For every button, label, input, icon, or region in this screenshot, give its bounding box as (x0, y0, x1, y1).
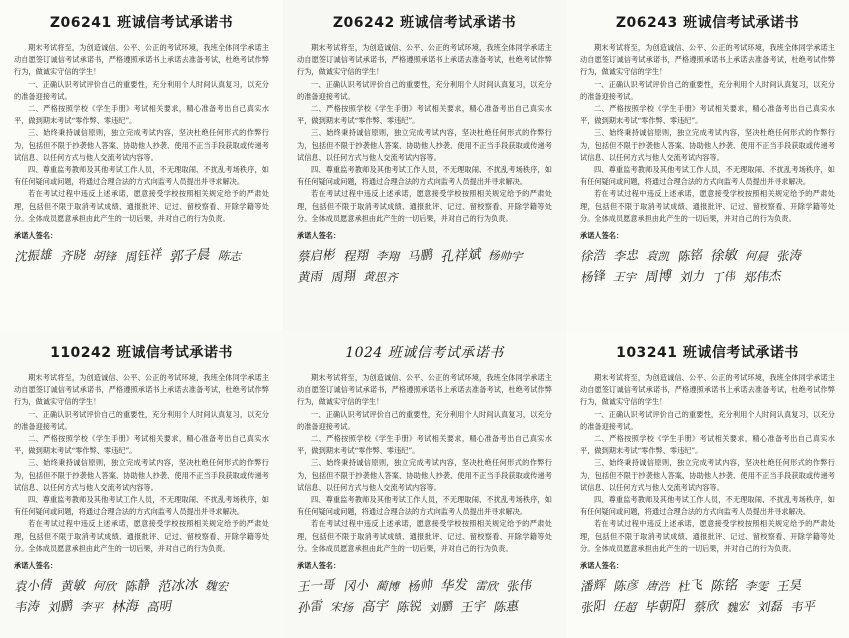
handwritten-signature: 李平 (79, 599, 104, 615)
pledge-paragraph: 若在考试过程中违反上述承诺，愿意接受学校按照相关规定给予的严肃处理，包括但不限于取消考试成绩、通报批评、记过、留校察看、开除学籍等处分。全体成员愿意承担由此产生的一切后果，并对自己的行为负责。 (297, 519, 552, 553)
pledge-paragraph: 四、尊重监考教师及其他考试工作人员，不无理取闹、不扰乱考场秩序，如有任何疑问或问题，将通过合理合法的方式向监考人员提出并寻求解决。 (14, 495, 269, 517)
handwritten-signature: 蔺博 (375, 578, 399, 594)
handwritten-signature: 任超 (612, 599, 637, 615)
handwritten-signature: 高明 (145, 598, 172, 615)
pledge-paragraph: 四、尊重监考教师及其他考试工作人员，不无理取闹、不扰乱考场秩序，如有任何疑问或问题，将通过合理合法的方式向监考人员提出并寻求解决。 (580, 495, 835, 517)
pledge-paragraph: 期末考试将至，为创造诚信、公平、公正的考试环境，我班全体同学承诺主动自愿签订诚信考试承诺书，严格遵照承诺书上承诺去准备考试，杜绝考试作弊行为，做诚实守信的学生！ (297, 373, 552, 407)
handwritten-signature: 杜飞 (676, 576, 703, 595)
handwritten-signature: 马鹏 (405, 246, 433, 265)
handwritten-signature: 张伟 (505, 577, 532, 594)
pledge-paragraph: 一、正确认识考试评价自己的重要性，充分利用个人时间认真复习，以充分的准备迎接考试。 (580, 79, 835, 101)
pledge-paragraph: 三、始终秉持诚信原则，独立完成考试内容，坚决杜绝任何形式的作弊行为，包括但不限于抄袭他人答案、协助他人抄袭、使用不正当手段获取或传递考试信息、以任何方式与他人交流考试内容等。 (297, 458, 552, 492)
handwritten-signature: 孔祥斌 (439, 246, 481, 266)
pledge-paragraph: 若在考试过程中违反上述承诺，愿意接受学校按照相关规定给予的严肃处理，包括但不限于取消考试成绩、通报批评、记过、留校察看、开除学籍等处分。全体成员愿意承担由此产生的一切后果，并对自己的行为负责。 (14, 189, 269, 223)
signature-area (580, 575, 835, 617)
handwritten-signature: 齐晓 (58, 247, 85, 264)
handwritten-signature: 黄敏 (58, 577, 85, 594)
handwritten-signature: 陈志 (217, 248, 241, 264)
handwritten-signature: 陈铭 (709, 577, 738, 595)
handwritten-signature: 郭子晨 (168, 246, 211, 266)
handwritten-signature: 刘鹏 (46, 597, 73, 616)
handwritten-signature: 范冰冰 (156, 576, 198, 596)
handwritten-signature: 张阳 (579, 597, 606, 616)
document-title: Z06242 班诚信考试承诺书 (332, 15, 517, 31)
pledge-paragraph: 一、正确认识考试评价自己的重要性，充分利用个人时间认真复习，以充分的准备迎接考试。 (14, 79, 269, 101)
handwritten-signature: 陈静 (122, 576, 150, 595)
handwritten-signature: 黄思齐 (362, 269, 398, 285)
handwritten-signature: 张涛 (775, 247, 802, 264)
handwritten-signature: 何晨 (744, 248, 769, 264)
handwritten-signature: 潘辉 (579, 577, 606, 594)
document-title: Z06243 班诚信考试承诺书 (615, 15, 800, 31)
pledge-paragraph: 三、始终秉持诚信原则，独立完成考试内容，坚决杜绝任何形式的作弊行为，包括但不限于抄袭他人答案、协助他人抄袭、使用不正当手段获取或传递考试信息、以任何方式与他人交流考试内容等。 (580, 458, 835, 492)
pledge-text (297, 372, 552, 555)
sign-label: 承诺人签名： (297, 231, 341, 241)
handwritten-signature: 袁小倩 (13, 576, 52, 595)
handwritten-signature: 周翔 (329, 267, 356, 286)
handwritten-signature: 陈彦 (612, 577, 639, 594)
signature-area (297, 575, 552, 617)
sign-label: 承诺人签名： (14, 231, 58, 241)
handwritten-signature: 刘力 (678, 268, 705, 285)
handwritten-signature: 黄雨 (296, 268, 323, 285)
pledge-paragraph: 二、严格按照学校《学生手册》考试相关要求，精心准备考出自己真实水平，做到期末考试“零作弊、零违纪”。 (580, 434, 835, 456)
document-title: 103241 班诚信考试承诺书 (616, 345, 799, 361)
handwritten-signature: 何欣 (92, 578, 116, 594)
handwritten-signature: 雷欣 (474, 578, 498, 594)
handwritten-signature: 刘鹏 (428, 598, 453, 616)
pledge-document (283, 0, 566, 330)
pledge-document (566, 330, 849, 638)
handwritten-signature: 蔡欣 (691, 598, 718, 615)
pledge-paragraph: 期末考试将至，为创造诚信、公平、公正的考试环境，我班全体同学承诺主动自愿签订诚信考试承诺书，严格遵照承诺书上承诺去准备考试，杜绝考试作弊行为，做诚实守信的学生！ (14, 373, 269, 407)
pledge-paragraph: 二、严格按照学校《学生手册》考试相关要求，精心准备考出自己真实水平，做到期末考试“零作弊、零违纪”。 (297, 434, 552, 456)
pledge-paragraph: 二、严格按照学校《学生手册》考试相关要求，精心准备考出自己真实水平，做到期末考试“零作弊、零违纪”。 (14, 434, 269, 456)
signature-area (580, 245, 835, 287)
pledge-document (283, 330, 566, 638)
pledge-text (580, 372, 835, 555)
pledge-paragraph: 四、尊重监考教师及其他考试工作人员，不无理取闹、不扰乱考场秩序，如有任何疑问或问题，将通过合理合法的方式向监考人员提出并寻求解决。 (297, 165, 552, 187)
handwritten-signature: 李忠 (612, 247, 639, 264)
handwritten-signature: 李雯 (744, 578, 769, 594)
document-title: Z06241 班诚信考试承诺书 (49, 15, 234, 31)
sign-label: 承诺人签名： (14, 561, 58, 571)
handwritten-signature: 高宇 (360, 598, 389, 616)
pledge-paragraph: 四、尊重监考教师及其他考试工作人员，不无理取闹、不扰乱考场秩序，如有任何疑问或问题，将通过合理合法的方式向监考人员提出并寻求解决。 (297, 495, 552, 517)
handwritten-signature: 杨帅 (405, 576, 433, 595)
pledge-text (580, 42, 835, 225)
pledge-paragraph: 一、正确认识考试评价自己的重要性，充分利用个人时间认真复习，以充分的准备迎接考试。 (297, 79, 552, 101)
handwritten-signature: 杨帅宇 (487, 248, 523, 264)
pledge-paragraph: 二、严格按照学校《学生手册》考试相关要求，精心准备考出自己真实水平，做到期末考试“零作弊、零违纪”。 (14, 104, 269, 126)
handwritten-signature: 徐浩 (579, 247, 606, 264)
signature-area (14, 245, 269, 266)
handwritten-signature: 韦平 (789, 598, 816, 615)
handwritten-signature: 韦涛 (13, 598, 40, 615)
handwritten-signature: 王宇 (612, 269, 637, 285)
pledge-paragraph: 期末考试将至，为创造诚信、公平、公正的考试环境，我班全体同学承诺主动自愿签订诚信考试承诺书，严格遵照承诺书上承诺去准备考试，杜绝考试作弊行为，做诚实守信的学生！ (580, 43, 835, 77)
pledge-paragraph: 四、尊重监考教师及其他考试工作人员，不无理取闹、不扰乱考场秩序，如有任何疑问或问题，将通过合理合法的方式向监考人员提出并寻求解决。 (14, 165, 269, 187)
handwritten-signature: 华发 (439, 577, 468, 595)
handwritten-signature: 毕朝阳 (643, 597, 686, 617)
pledge-text (14, 42, 269, 225)
handwritten-signature: 周博 (643, 268, 672, 286)
pledge-document (0, 330, 283, 638)
handwritten-signature: 程翔 (341, 247, 368, 264)
sign-label: 承诺人签名： (297, 561, 341, 571)
pledge-text (14, 372, 269, 555)
pledge-paragraph: 若在考试过程中违反上述承诺，愿意接受学校按照相关规定给予的严肃处理，包括但不限于取消考试成绩、通报批评、记过、留校察看、开除学籍等处分。全体成员愿意承担由此产生的一切后果，并对自己的行为负责。 (580, 189, 835, 223)
handwritten-signature: 冈小 (341, 577, 368, 594)
pledge-paragraph: 期末考试将至，为创造诚信、公平、公正的考试环境，我班全体同学承诺主动自愿签订诚信考试承诺书，严格遵照承诺书上承诺去准备考试，杜绝考试作弊行为，做诚实守信的学生！ (14, 43, 269, 77)
handwritten-signature: 王一哥 (296, 576, 335, 595)
handwritten-signature: 沈振雄 (13, 246, 52, 265)
handwritten-signature: 林海 (110, 598, 139, 616)
pledge-paragraph: 一、正确认识考试评价自己的重要性，充分利用个人时间认真复习，以充分的准备迎接考试。 (297, 409, 552, 431)
pledge-paragraph: 三、始终秉持诚信原则，独立完成考试内容，坚决杜绝任何形式的作弊行为，包括但不限于抄袭他人答案、协助他人抄袭、使用不正当手段获取或传递考试信息、以任何方式与他人交流考试内容等。 (14, 128, 269, 162)
handwritten-signature: 李翔 (375, 248, 399, 264)
handwritten-signature: 徐敏 (709, 247, 738, 265)
handwritten-signature: 魏宏 (724, 598, 750, 616)
handwritten-signature: 周钰祥 (122, 245, 162, 266)
pledge-paragraph: 四、尊重监考教师及其他考试工作人员，不无理取闹、不扰乱考场秩序，如有任何疑问或问题，将通过合理合法的方式向监考人员提出并寻求解决。 (580, 165, 835, 187)
pledge-paragraph: 一、正确认识考试评价自己的重要性，充分利用个人时间认真复习，以充分的准备迎接考试。 (580, 409, 835, 431)
pledge-paragraph: 若在考试过程中违反上述承诺，愿意接受学校按照相关规定给予的严肃处理，包括但不限于取消考试成绩、通报批评、记过、留校察看、开除学籍等处分。全体成员愿意承担由此产生的一切后果，并对自己的行为负责。 (580, 519, 835, 553)
handwritten-signature: 杨锋 (579, 267, 606, 286)
handwritten-signature: 孙雷 (296, 597, 323, 616)
pledge-paragraph: 期末考试将至，为创造诚信、公平、公正的考试环境，我班全体同学承诺主动自愿签订诚信考试承诺书，严格遵照承诺书上承诺去准备考试，杜绝考试作弊行为，做诚实守信的学生！ (297, 43, 552, 77)
pledge-paragraph: 期末考试将至，为创造诚信、公平、公正的考试环境，我班全体同学承诺主动自愿签订诚信考试承诺书，严格遵照承诺书上承诺去准备考试，杜绝考试作弊行为，做诚实守信的学生！ (580, 373, 835, 407)
handwritten-signature: 袁凯 (645, 248, 670, 264)
pledge-document (566, 0, 849, 330)
handwritten-signature: 刘磊 (756, 598, 783, 615)
pledge-paragraph: 若在考试过程中违反上述承诺，愿意接受学校按照相关规定给予的严肃处理，包括但不限于取消考试成绩、通报批评、记过、留校察看、开除学籍等处分。全体成员愿意承担由此产生的一切后果，并对自己的行为负责。 (14, 519, 269, 553)
handwritten-signature: 魏宏 (204, 578, 229, 594)
document-title: 1024 班诚信考试承诺书 (345, 345, 504, 361)
pledge-document (0, 0, 283, 330)
signature-area (297, 245, 552, 287)
handwritten-signature: 宋扬 (329, 599, 354, 615)
document-title: 110242 班诚信考试承诺书 (50, 345, 233, 361)
handwritten-signature: 陈铭 (676, 246, 703, 265)
handwritten-signature: 陈锐 (395, 598, 422, 615)
handwritten-signature: 蔡启彬 (296, 246, 335, 265)
handwritten-signature: 胡锋 (92, 248, 116, 264)
pledge-paragraph: 三、始终秉持诚信原则，独立完成考试内容，坚决杜绝任何形式的作弊行为，包括但不限于抄袭他人答案、协助他人抄袭、使用不正当手段获取或传递考试信息、以任何方式与他人交流考试内容等。 (297, 128, 552, 162)
pledge-paragraph: 一、正确认识考试评价自己的重要性，充分利用个人时间认真复习，以充分的准备迎接考试。 (14, 409, 269, 431)
sign-label: 承诺人签名： (580, 231, 624, 241)
signature-area (14, 575, 269, 617)
handwritten-signature: 王昊 (775, 577, 802, 594)
handwritten-signature: 丁伟 (711, 268, 736, 286)
pledge-paragraph: 二、严格按照学校《学生手册》考试相关要求，精心准备考出自己真实水平，做到期末考试“零作弊、零违纪”。 (580, 104, 835, 126)
pledge-paragraph: 若在考试过程中违反上述承诺，愿意接受学校按照相关规定给予的严肃处理，包括但不限于取消考试成绩、通报批评、记过、留校察看、开除学籍等处分。全体成员愿意承担由此产生的一切后果，并对自己的行为负责。 (297, 189, 552, 223)
handwritten-signature: 郑伟杰 (742, 267, 781, 286)
pledge-paragraph: 三、始终秉持诚信原则，独立完成考试内容，坚决杜绝任何形式的作弊行为，包括但不限于抄袭他人答案、协助他人抄袭、使用不正当手段获取或传递考试信息、以任何方式与他人交流考试内容等。 (580, 128, 835, 162)
handwritten-signature: 陈惠 (492, 598, 519, 615)
handwritten-signature: 王宇 (459, 598, 486, 615)
pledge-paragraph: 二、严格按照学校《学生手册》考试相关要求，精心准备考出自己真实水平，做到期末考试“零作弊、零违纪”。 (297, 104, 552, 126)
handwritten-signature: 唐浩 (645, 578, 670, 594)
sign-label: 承诺人签名： (580, 561, 624, 571)
pledge-text (297, 42, 552, 225)
pledge-paragraph: 三、始终秉持诚信原则，独立完成考试内容，坚决杜绝任何形式的作弊行为，包括但不限于抄袭他人答案、协助他人抄袭、使用不正当手段获取或传递考试信息、以任何方式与他人交流考试内容等。 (14, 458, 269, 492)
